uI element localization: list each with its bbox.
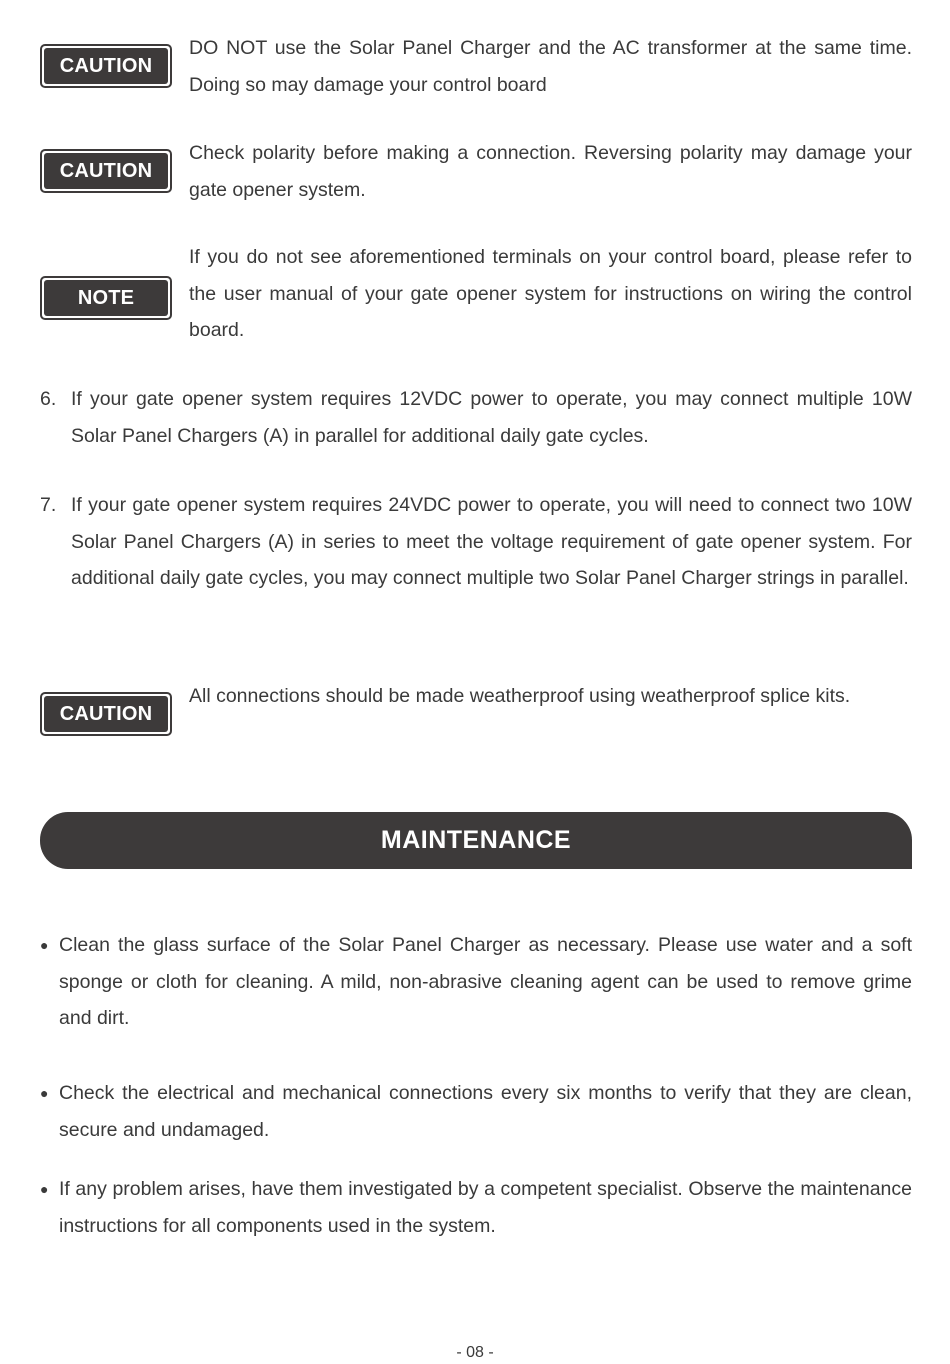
- step-text: If your gate opener system requires 12VDC power to operate, you may connect multiple 10W Solar Panel Chargers (A) in parallel for additional daily gate cycles.: [71, 388, 912, 447]
- list-item: [40, 927, 912, 1037]
- caution-text: Check polarity before making a connection. Reversing polarity may damage your gate opener system.: [189, 142, 912, 201]
- list-item-text: Clean the glass surface of the Solar Panel Charger as necessary. Please use water and a soft sponge or cloth for cleaning. A mild, non-abrasive cleaning agent can be used to remove grime and dirt.: [59, 934, 912, 1029]
- maintenance-banner: [40, 812, 912, 869]
- bullet-icon: ●: [40, 1085, 49, 1101]
- note-badge: [40, 276, 172, 320]
- step-text: If your gate opener system requires 24VDC power to operate, you will need to connect two 10W Solar Panel Chargers (A) in series to meet the voltage requirement of gate opener system. For additional daily gate cycles, you may connect multiple two Solar Panel Charger strings in parallel.: [71, 494, 912, 589]
- step-number: 6.: [40, 388, 57, 410]
- section-title: MAINTENANCE: [380, 826, 572, 854]
- caution-text: DO NOT use the Solar Panel Charger and the AC transformer at the same time. Doing so may damage your control board: [189, 37, 912, 96]
- note-badge-label: NOTE: [44, 280, 168, 316]
- step-item: [40, 381, 912, 454]
- caution-badge-label: CAUTION: [44, 48, 168, 84]
- bullet-icon: ●: [40, 937, 49, 953]
- caution-badge: [40, 44, 172, 88]
- bullet-icon: ●: [40, 1181, 49, 1197]
- caution-badge-label: CAUTION: [44, 696, 168, 732]
- step-item: [40, 487, 912, 597]
- list-item: [40, 1171, 912, 1244]
- list-item-text: If any problem arises, have them investigated by a competent specialist. Observe the maintenance instructions for all components used in the system.: [59, 1178, 912, 1237]
- page-number: - 08 -: [456, 1344, 494, 1361]
- caution-text: All connections should be made weatherproof using weatherproof splice kits.: [189, 685, 851, 707]
- list-item-text: Check the electrical and mechanical connections every six months to verify that they are clean, secure and undamaged.: [59, 1082, 912, 1141]
- caution-badge: [40, 692, 172, 736]
- caution-badge: [40, 149, 172, 193]
- caution-badge-label: CAUTION: [44, 153, 168, 189]
- step-number: 7.: [40, 494, 57, 516]
- note-text: If you do not see aforementioned terminals on your control board, please refer to the user manual of your gate opener system for instructions on wiring the control board.: [189, 246, 912, 341]
- list-item: [40, 1075, 912, 1148]
